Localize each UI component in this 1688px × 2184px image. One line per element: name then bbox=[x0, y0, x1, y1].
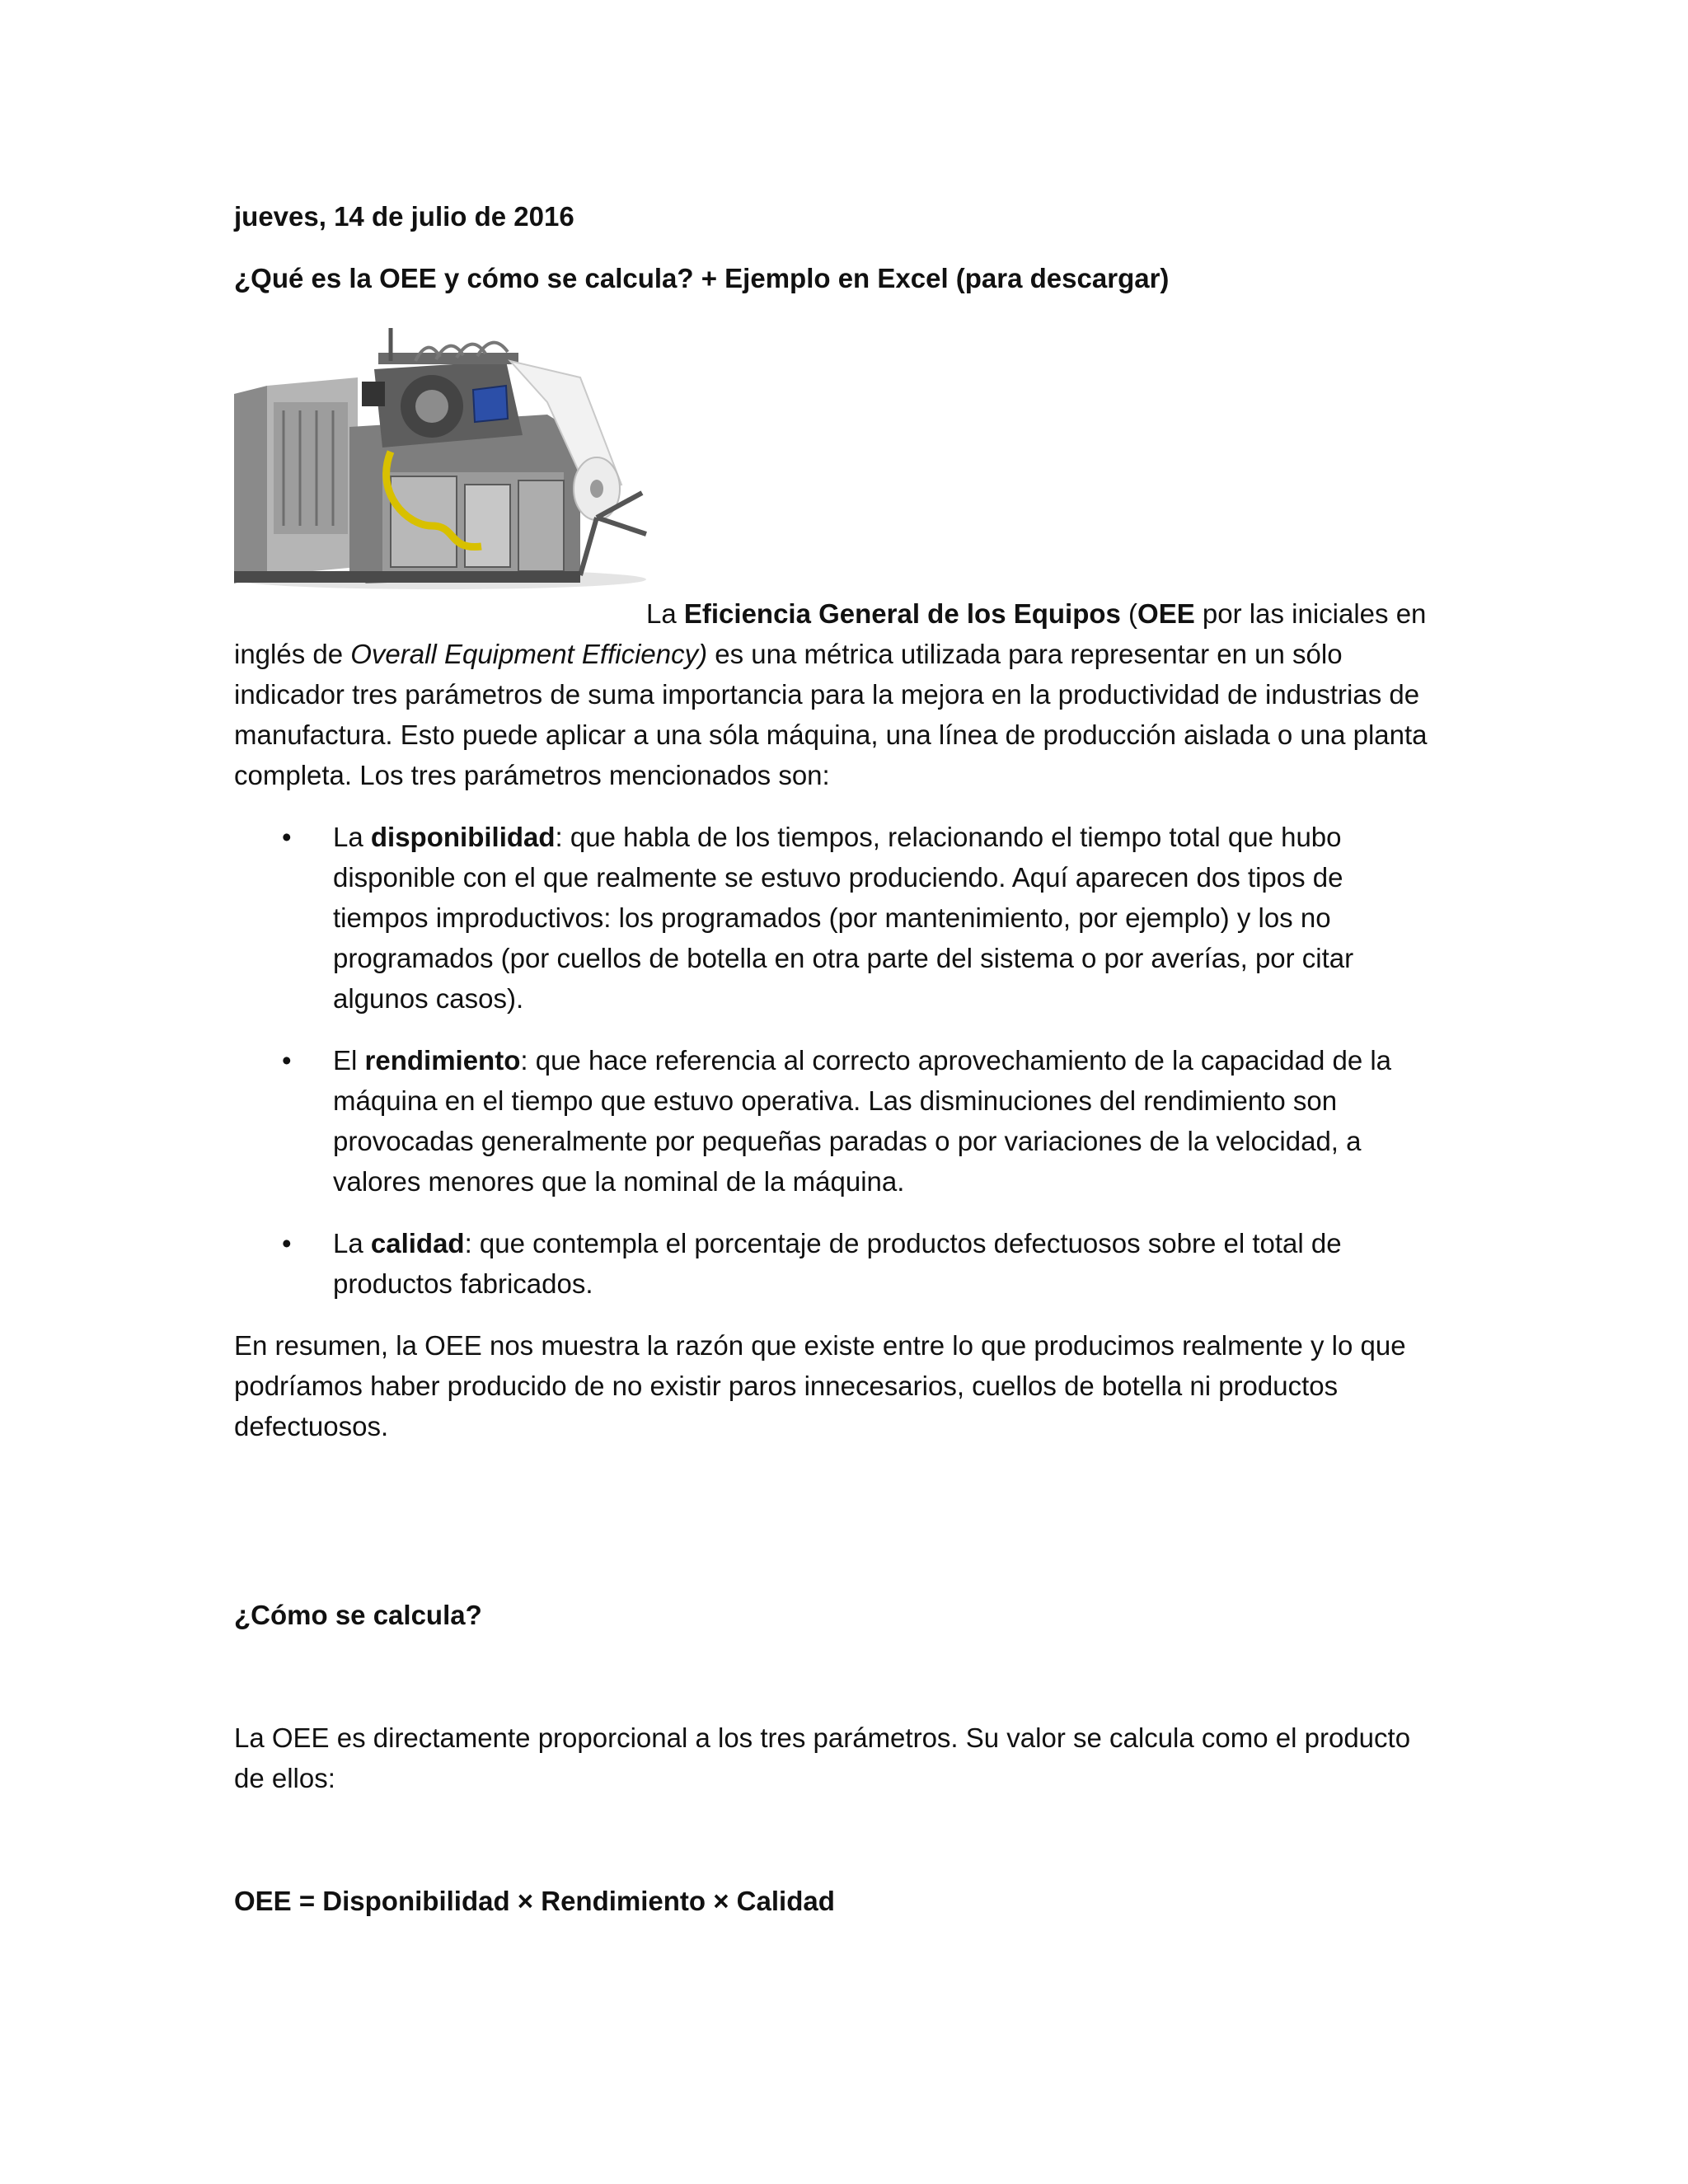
intro-acronym: OEE bbox=[1137, 598, 1195, 629]
post-date: jueves, 14 de julio de 2016 bbox=[234, 201, 574, 232]
parameter-list bbox=[234, 817, 1437, 1304]
intro-text-b: es una métrica utilizada para representar en un sólo indicador tres parámetros de suma importancia para la mejora en la productividad de industrias de manufactura. Esto puede aplicar a una sóla máquina, una línea de producción aislada o una planta completa. Los tres parámetros mencionados son: bbox=[234, 639, 1428, 790]
intro-lead: La bbox=[646, 598, 684, 629]
list-item-rendimiento bbox=[234, 1040, 1437, 1202]
list-item-calidad bbox=[234, 1223, 1437, 1304]
intro-text-a: por las iniciales en inglés de bbox=[234, 598, 1427, 669]
post-title: ¿Qué es la OEE y cómo se calcula? + Ejemplo en Excel (para descargar) bbox=[234, 263, 1170, 293]
list-item-disponibilidad bbox=[234, 817, 1437, 1019]
industrial-machine-image bbox=[234, 328, 651, 593]
param-text: : que contempla el porcentaje de productos defectuosos sobre el total de productos fabricados. bbox=[333, 1228, 1342, 1299]
param-text: : que hace referencia al correcto aprovechamiento de la capacidad de la máquina en el tiempo que estuvo operativa. Las disminuciones del rendimiento son provocadas generalmente por pequeñas paradas o por variaciones de la velocidad, a valores menores que la nominal de la máquina. bbox=[333, 1045, 1392, 1197]
param-article: La bbox=[333, 1228, 371, 1258]
bullet-icon: • bbox=[282, 1045, 292, 1076]
intro-term: Eficiencia General de los Equipos bbox=[683, 598, 1121, 629]
param-article: El bbox=[333, 1045, 365, 1076]
bullet-icon: • bbox=[282, 822, 292, 852]
intro-paren: ( bbox=[1120, 598, 1138, 629]
calc-heading: ¿Cómo se calcula? bbox=[234, 1600, 482, 1630]
calc-paragraph: La OEE es directamente proporcional a los tres parámetros. Su valor se calcula como el producto de ellos: bbox=[234, 1722, 1411, 1793]
param-term: rendimiento bbox=[364, 1045, 521, 1076]
intro-paragraph bbox=[234, 593, 1437, 795]
bullet-icon: • bbox=[282, 1228, 292, 1258]
param-term: calidad bbox=[370, 1228, 465, 1258]
summary-paragraph: En resumen, la OEE nos muestra la razón que existe entre lo que producimos realmente y lo que podríamos haber producido de no existir paros innecesarios, cuellos de botella ni productos defectuosos. bbox=[234, 1330, 1406, 1441]
document-content bbox=[234, 196, 1437, 1921]
oee-formula: OEE = Disponibilidad × Rendimiento × Calidad bbox=[234, 1886, 835, 1916]
param-article: La bbox=[333, 822, 371, 852]
param-text: : que habla de los tiempos, relacionando el tiempo total que hubo disponible con el que realmente se estuvo produciendo. Aquí aparecen dos tipos de tiempos improductivos: los programados (por mantenimiento, por ejemplo) y los no programados (por cuellos de botella en otra parte del sistema o por averías, por citar algunos casos). bbox=[333, 822, 1354, 1014]
intro-english-term: Overall Equipment Efficiency) bbox=[350, 639, 708, 669]
param-term: disponibilidad bbox=[370, 822, 556, 852]
figure-row bbox=[234, 328, 1437, 593]
